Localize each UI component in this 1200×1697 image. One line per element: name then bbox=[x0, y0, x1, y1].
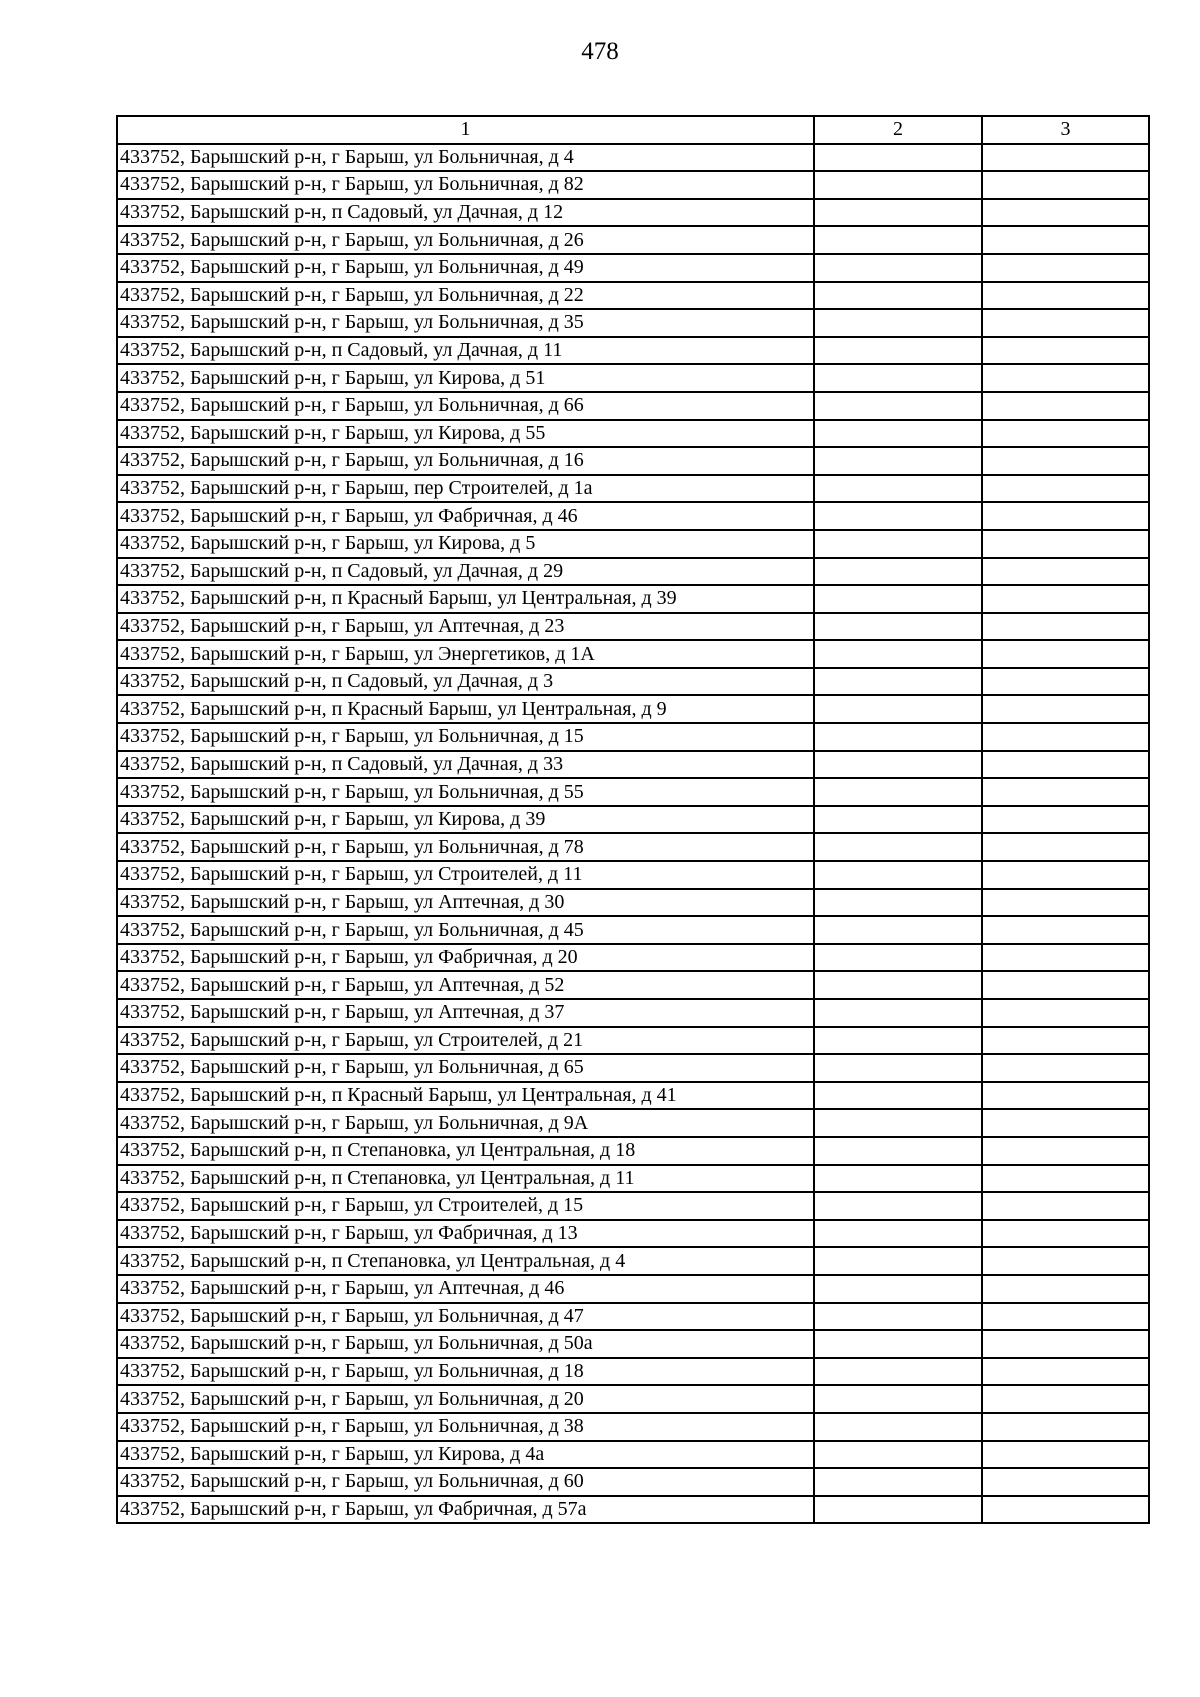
address-cell: 433752, Барышский р-н, г Барыш, ул Аптечная, д 46 bbox=[117, 1275, 814, 1303]
column-2-cell bbox=[814, 144, 982, 172]
column-2-cell bbox=[814, 530, 982, 558]
table-row bbox=[117, 420, 1149, 448]
column-2-cell bbox=[814, 723, 982, 751]
column-2-cell bbox=[814, 1275, 982, 1303]
column-3-cell bbox=[982, 1441, 1149, 1469]
column-2-cell bbox=[814, 226, 982, 254]
column-header-3: 3 bbox=[982, 116, 1149, 144]
column-3-cell bbox=[982, 502, 1149, 530]
table-body bbox=[117, 144, 1149, 1524]
table-row bbox=[117, 364, 1149, 392]
column-3-cell bbox=[982, 226, 1149, 254]
table-row bbox=[117, 282, 1149, 310]
address-cell: 433752, Барышский р-н, г Барыш, ул Больничная, д 49 bbox=[117, 254, 814, 282]
address-cell: 433752, Барышский р-н, п Садовый, ул Дачная, д 3 bbox=[117, 668, 814, 696]
column-3-cell bbox=[982, 916, 1149, 944]
address-cell: 433752, Барышский р-н, г Барыш, ул Больничная, д 78 bbox=[117, 833, 814, 861]
column-2-cell bbox=[814, 640, 982, 668]
column-3-cell bbox=[982, 1385, 1149, 1413]
address-cell: 433752, Барышский р-н, г Барыш, ул Аптечная, д 30 bbox=[117, 889, 814, 917]
table-row bbox=[117, 1247, 1149, 1275]
table-row bbox=[117, 916, 1149, 944]
column-2-cell bbox=[814, 1468, 982, 1496]
table-row bbox=[117, 1220, 1149, 1248]
table-row bbox=[117, 1165, 1149, 1193]
table-row bbox=[117, 1054, 1149, 1082]
column-2-cell bbox=[814, 1358, 982, 1386]
table-row bbox=[117, 558, 1149, 586]
column-2-cell bbox=[814, 1220, 982, 1248]
address-cell: 433752, Барышский р-н, п Садовый, ул Дачная, д 12 bbox=[117, 199, 814, 227]
column-2-cell bbox=[814, 1027, 982, 1055]
column-2-cell bbox=[814, 695, 982, 723]
column-2-cell bbox=[814, 1247, 982, 1275]
column-3-cell bbox=[982, 585, 1149, 613]
column-3-cell bbox=[982, 171, 1149, 199]
address-cell: 433752, Барышский р-н, г Барыш, ул Аптечная, д 37 bbox=[117, 999, 814, 1027]
column-2-cell bbox=[814, 971, 982, 999]
table-row bbox=[117, 1441, 1149, 1469]
column-3-cell bbox=[982, 392, 1149, 420]
column-3-cell bbox=[982, 199, 1149, 227]
column-2-cell bbox=[814, 392, 982, 420]
address-cell: 433752, Барышский р-н, п Красный Барыш, ул Центральная, д 9 bbox=[117, 695, 814, 723]
address-cell: 433752, Барышский р-н, г Барыш, ул Больничная, д 35 bbox=[117, 309, 814, 337]
address-cell: 433752, Барышский р-н, г Барыш, ул Больничная, д 22 bbox=[117, 282, 814, 310]
column-3-cell bbox=[982, 778, 1149, 806]
column-2-cell bbox=[814, 1385, 982, 1413]
column-3-cell bbox=[982, 751, 1149, 779]
column-2-cell bbox=[814, 558, 982, 586]
column-3-cell bbox=[982, 1496, 1149, 1524]
address-cell: 433752, Барышский р-н, г Барыш, ул Больничная, д 66 bbox=[117, 392, 814, 420]
table-row bbox=[117, 1275, 1149, 1303]
column-3-cell bbox=[982, 1192, 1149, 1220]
address-cell: 433752, Барышский р-н, п Садовый, ул Дачная, д 11 bbox=[117, 337, 814, 365]
table-row bbox=[117, 1192, 1149, 1220]
column-3-cell bbox=[982, 1027, 1149, 1055]
column-3-cell bbox=[982, 668, 1149, 696]
column-2-cell bbox=[814, 999, 982, 1027]
address-cell: 433752, Барышский р-н, г Барыш, ул Больничная, д 38 bbox=[117, 1413, 814, 1441]
table-row bbox=[117, 171, 1149, 199]
address-cell: 433752, Барышский р-н, г Барыш, ул Строителей, д 11 bbox=[117, 861, 814, 889]
column-2-cell bbox=[814, 668, 982, 696]
column-2-cell bbox=[814, 585, 982, 613]
column-2-cell bbox=[814, 944, 982, 972]
column-3-cell bbox=[982, 971, 1149, 999]
column-3-cell bbox=[982, 1303, 1149, 1331]
table-row bbox=[117, 144, 1149, 172]
column-2-cell bbox=[814, 337, 982, 365]
column-header-2: 2 bbox=[814, 116, 982, 144]
column-3-cell bbox=[982, 282, 1149, 310]
address-cell: 433752, Барышский р-н, г Барыш, ул Больничная, д 65 bbox=[117, 1054, 814, 1082]
address-cell: 433752, Барышский р-н, г Барыш, ул Кирова, д 4а bbox=[117, 1441, 814, 1469]
column-2-cell bbox=[814, 916, 982, 944]
column-3-cell bbox=[982, 447, 1149, 475]
address-cell: 433752, Барышский р-н, г Барыш, ул Больничная, д 20 bbox=[117, 1385, 814, 1413]
address-table bbox=[116, 115, 1150, 1524]
table-row bbox=[117, 1027, 1149, 1055]
column-3-cell bbox=[982, 1330, 1149, 1358]
address-cell: 433752, Барышский р-н, г Барыш, ул Больничная, д 47 bbox=[117, 1303, 814, 1331]
address-cell: 433752, Барышский р-н, г Барыш, ул Фабричная, д 57а bbox=[117, 1496, 814, 1524]
column-3-cell bbox=[982, 1468, 1149, 1496]
table-row bbox=[117, 778, 1149, 806]
column-2-cell bbox=[814, 502, 982, 530]
column-3-cell bbox=[982, 144, 1149, 172]
column-2-cell bbox=[814, 889, 982, 917]
table-row bbox=[117, 971, 1149, 999]
address-cell: 433752, Барышский р-н, г Барыш, ул Больничная, д 55 bbox=[117, 778, 814, 806]
column-2-cell bbox=[814, 254, 982, 282]
table-row bbox=[117, 392, 1149, 420]
table-row bbox=[117, 613, 1149, 641]
address-cell: 433752, Барышский р-н, п Красный Барыш, ул Центральная, д 41 bbox=[117, 1082, 814, 1110]
column-3-cell bbox=[982, 1220, 1149, 1248]
address-cell: 433752, Барышский р-н, г Барыш, пер Строителей, д 1а bbox=[117, 475, 814, 503]
table-row bbox=[117, 585, 1149, 613]
table-row bbox=[117, 861, 1149, 889]
table-row bbox=[117, 502, 1149, 530]
column-2-cell bbox=[814, 613, 982, 641]
address-cell: 433752, Барышский р-н, г Барыш, ул Строителей, д 21 bbox=[117, 1027, 814, 1055]
address-cell: 433752, Барышский р-н, г Барыш, ул Больничная, д 82 bbox=[117, 171, 814, 199]
column-3-cell bbox=[982, 558, 1149, 586]
address-cell: 433752, Барышский р-н, г Барыш, ул Больничная, д 50а bbox=[117, 1330, 814, 1358]
column-3-cell bbox=[982, 1082, 1149, 1110]
address-cell: 433752, Барышский р-н, г Барыш, ул Аптечная, д 23 bbox=[117, 613, 814, 641]
table-row bbox=[117, 199, 1149, 227]
table-row bbox=[117, 723, 1149, 751]
table-row bbox=[117, 530, 1149, 558]
table-row bbox=[117, 751, 1149, 779]
address-cell: 433752, Барышский р-н, п Садовый, ул Дачная, д 33 bbox=[117, 751, 814, 779]
table-row bbox=[117, 1330, 1149, 1358]
column-3-cell bbox=[982, 254, 1149, 282]
address-cell: 433752, Барышский р-н, г Барыш, ул Строителей, д 15 bbox=[117, 1192, 814, 1220]
address-cell: 433752, Барышский р-н, п Степановка, ул Центральная, д 11 bbox=[117, 1165, 814, 1193]
address-cell: 433752, Барышский р-н, г Барыш, ул Больничная, д 16 bbox=[117, 447, 814, 475]
column-2-cell bbox=[814, 806, 982, 834]
column-3-cell bbox=[982, 530, 1149, 558]
table-row bbox=[117, 806, 1149, 834]
table-row bbox=[117, 254, 1149, 282]
column-3-cell bbox=[982, 1137, 1149, 1165]
column-2-cell bbox=[814, 447, 982, 475]
column-2-cell bbox=[814, 309, 982, 337]
column-2-cell bbox=[814, 1303, 982, 1331]
column-3-cell bbox=[982, 1275, 1149, 1303]
column-2-cell bbox=[814, 1109, 982, 1137]
column-3-cell bbox=[982, 1165, 1149, 1193]
address-cell: 433752, Барышский р-н, п Степановка, ул Центральная, д 18 bbox=[117, 1137, 814, 1165]
column-2-cell bbox=[814, 1441, 982, 1469]
table-row bbox=[117, 640, 1149, 668]
address-cell: 433752, Барышский р-н, г Барыш, ул Кирова, д 39 bbox=[117, 806, 814, 834]
table-row bbox=[117, 1385, 1149, 1413]
table-header-row bbox=[117, 116, 1149, 144]
table-row bbox=[117, 1358, 1149, 1386]
address-cell: 433752, Барышский р-н, г Барыш, ул Фабричная, д 20 bbox=[117, 944, 814, 972]
address-cell: 433752, Барышский р-н, г Барыш, ул Фабричная, д 46 bbox=[117, 502, 814, 530]
address-cell: 433752, Барышский р-н, г Барыш, ул Больничная, д 9А bbox=[117, 1109, 814, 1137]
table-row bbox=[117, 1468, 1149, 1496]
address-cell: 433752, Барышский р-н, г Барыш, ул Фабричная, д 13 bbox=[117, 1220, 814, 1248]
column-3-cell bbox=[982, 613, 1149, 641]
column-2-cell bbox=[814, 1192, 982, 1220]
table-row bbox=[117, 1413, 1149, 1441]
column-2-cell bbox=[814, 1137, 982, 1165]
address-cell: 433752, Барышский р-н, п Степановка, ул Центральная, д 4 bbox=[117, 1247, 814, 1275]
column-3-cell bbox=[982, 640, 1149, 668]
address-cell: 433752, Барышский р-н, г Барыш, ул Больничная, д 45 bbox=[117, 916, 814, 944]
table-row bbox=[117, 999, 1149, 1027]
column-3-cell bbox=[982, 309, 1149, 337]
table-row bbox=[117, 226, 1149, 254]
column-2-cell bbox=[814, 861, 982, 889]
table-row bbox=[117, 447, 1149, 475]
address-cell: 433752, Барышский р-н, г Барыш, ул Больничная, д 18 bbox=[117, 1358, 814, 1386]
column-3-cell bbox=[982, 364, 1149, 392]
address-cell: 433752, Барышский р-н, г Барыш, ул Кирова, д 55 bbox=[117, 420, 814, 448]
table-row bbox=[117, 337, 1149, 365]
column-2-cell bbox=[814, 420, 982, 448]
table-row bbox=[117, 309, 1149, 337]
table-row bbox=[117, 695, 1149, 723]
column-3-cell bbox=[982, 1413, 1149, 1441]
address-cell: 433752, Барышский р-н, г Барыш, ул Больничная, д 4 bbox=[117, 144, 814, 172]
address-cell: 433752, Барышский р-н, п Красный Барыш, ул Центральная, д 39 bbox=[117, 585, 814, 613]
column-3-cell bbox=[982, 475, 1149, 503]
table-row bbox=[117, 475, 1149, 503]
column-3-cell bbox=[982, 1358, 1149, 1386]
address-cell: 433752, Барышский р-н, г Барыш, ул Кирова, д 51 bbox=[117, 364, 814, 392]
column-2-cell bbox=[814, 282, 982, 310]
column-2-cell bbox=[814, 364, 982, 392]
table-row bbox=[117, 944, 1149, 972]
column-3-cell bbox=[982, 861, 1149, 889]
column-2-cell bbox=[814, 778, 982, 806]
column-3-cell bbox=[982, 420, 1149, 448]
column-2-cell bbox=[814, 1413, 982, 1441]
address-cell: 433752, Барышский р-н, г Барыш, ул Энергетиков, д 1А bbox=[117, 640, 814, 668]
column-3-cell bbox=[982, 944, 1149, 972]
column-3-cell bbox=[982, 1109, 1149, 1137]
column-2-cell bbox=[814, 199, 982, 227]
column-2-cell bbox=[814, 751, 982, 779]
column-3-cell bbox=[982, 999, 1149, 1027]
table-row bbox=[117, 1109, 1149, 1137]
column-3-cell bbox=[982, 1054, 1149, 1082]
address-cell: 433752, Барышский р-н, г Барыш, ул Кирова, д 5 bbox=[117, 530, 814, 558]
column-2-cell bbox=[814, 171, 982, 199]
column-3-cell bbox=[982, 833, 1149, 861]
column-2-cell bbox=[814, 833, 982, 861]
table-row bbox=[117, 833, 1149, 861]
table-row bbox=[117, 668, 1149, 696]
column-3-cell bbox=[982, 806, 1149, 834]
table-row bbox=[117, 1496, 1149, 1524]
table-row bbox=[117, 889, 1149, 917]
address-cell: 433752, Барышский р-н, п Садовый, ул Дачная, д 29 bbox=[117, 558, 814, 586]
table-row bbox=[117, 1137, 1149, 1165]
column-2-cell bbox=[814, 1330, 982, 1358]
column-header-1: 1 bbox=[117, 116, 814, 144]
column-2-cell bbox=[814, 1165, 982, 1193]
column-3-cell bbox=[982, 1247, 1149, 1275]
column-3-cell bbox=[982, 889, 1149, 917]
column-3-cell bbox=[982, 695, 1149, 723]
table-row bbox=[117, 1303, 1149, 1331]
column-3-cell bbox=[982, 723, 1149, 751]
address-cell: 433752, Барышский р-н, г Барыш, ул Аптечная, д 52 bbox=[117, 971, 814, 999]
column-2-cell bbox=[814, 1054, 982, 1082]
page-number: 478 bbox=[581, 38, 619, 65]
column-2-cell bbox=[814, 1082, 982, 1110]
address-cell: 433752, Барышский р-н, г Барыш, ул Больничная, д 60 bbox=[117, 1468, 814, 1496]
address-cell: 433752, Барышский р-н, г Барыш, ул Больничная, д 26 bbox=[117, 226, 814, 254]
column-3-cell bbox=[982, 337, 1149, 365]
address-cell: 433752, Барышский р-н, г Барыш, ул Больничная, д 15 bbox=[117, 723, 814, 751]
table-row bbox=[117, 1082, 1149, 1110]
column-2-cell bbox=[814, 1496, 982, 1524]
column-2-cell bbox=[814, 475, 982, 503]
